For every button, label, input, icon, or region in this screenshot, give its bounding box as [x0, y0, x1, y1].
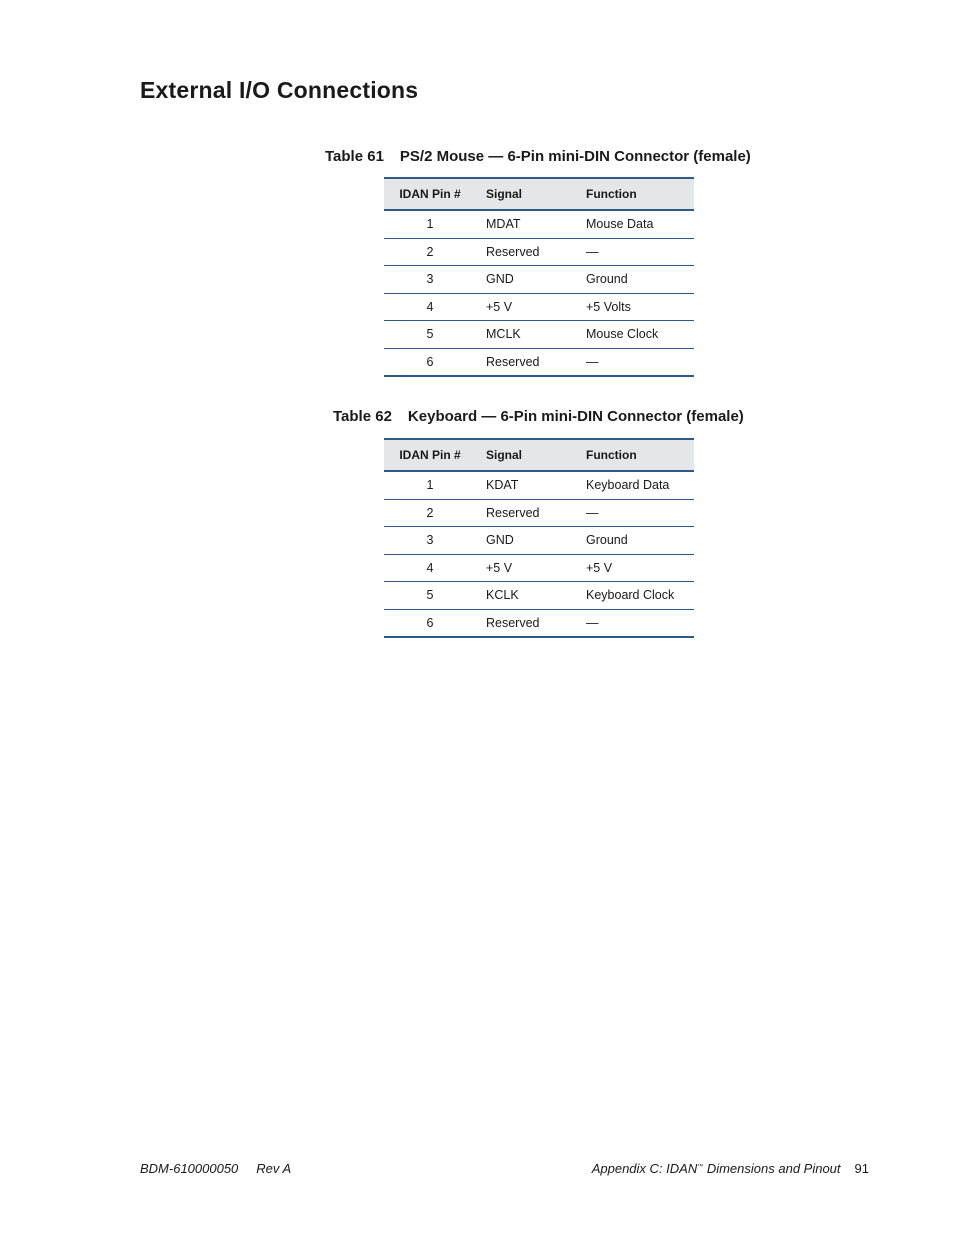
cell-signal: KCLK — [486, 588, 519, 603]
page-heading: External I/O Connections — [140, 77, 419, 103]
cell-pin: 3 — [426, 533, 434, 548]
cell-signal: MDAT — [486, 217, 521, 232]
cell-signal: GND — [486, 533, 514, 548]
table-62-caption — [333, 408, 744, 425]
table-row — [384, 211, 694, 239]
cell-function: Mouse Clock — [586, 327, 659, 342]
cell-function: Keyboard Clock — [586, 588, 675, 603]
cell-function: Keyboard Data — [586, 478, 670, 493]
revision: Rev A — [256, 1161, 292, 1176]
table-header-row — [384, 179, 694, 211]
table-62-number: Table 62 — [333, 408, 392, 425]
cell-function: +5 Volts — [586, 299, 631, 314]
header-function: Function — [586, 187, 637, 201]
cell-pin: 1 — [426, 478, 434, 493]
trademark-mark: ™ — [697, 1164, 704, 1170]
table-row — [384, 555, 694, 583]
cell-pin: 5 — [426, 588, 434, 603]
table-61-title: PS/2 Mouse — 6-Pin mini-DIN Connector (female) — [399, 148, 751, 165]
cell-function: Mouse Data — [586, 217, 654, 232]
table-61-number: Table 61 — [325, 148, 384, 165]
table-row — [384, 500, 694, 528]
cell-pin: 6 — [426, 615, 434, 630]
table-row — [384, 472, 694, 500]
cell-pin: 6 — [426, 354, 434, 369]
cell-pin: 4 — [426, 560, 434, 575]
header-function: Function — [586, 448, 637, 462]
cell-function: — — [586, 354, 599, 369]
cell-pin: 3 — [426, 272, 434, 287]
cell-signal: +5 V — [486, 560, 513, 575]
table-row — [384, 610, 694, 637]
cell-function: — — [586, 615, 599, 630]
table-header-row — [384, 440, 694, 472]
section-prefix: Appendix C: IDAN — [591, 1161, 698, 1176]
cell-function: — — [586, 505, 599, 520]
table-row — [384, 266, 694, 294]
header-signal: Signal — [486, 448, 523, 462]
footer-right — [592, 1161, 869, 1176]
table-row — [384, 321, 694, 349]
cell-signal: Reserved — [486, 244, 540, 259]
footer-left — [140, 1161, 291, 1176]
cell-pin: 2 — [426, 505, 434, 520]
cell-signal: Reserved — [486, 615, 540, 630]
table-row — [384, 349, 694, 376]
cell-function: +5 V — [586, 560, 613, 575]
table-62 — [384, 438, 694, 638]
cell-signal: +5 V — [486, 299, 513, 314]
table-row — [384, 239, 694, 267]
cell-signal: GND — [486, 272, 514, 287]
cell-function: Ground — [586, 272, 628, 287]
cell-signal: MCLK — [486, 327, 521, 342]
cell-pin: 2 — [426, 244, 434, 259]
table-61-caption — [325, 148, 751, 165]
table-61 — [384, 177, 694, 377]
cell-pin: 1 — [426, 217, 434, 232]
cell-function: Ground — [586, 533, 628, 548]
table-row — [384, 294, 694, 322]
table-row — [384, 527, 694, 555]
header-pin: IDAN Pin # — [399, 448, 461, 462]
cell-signal: Reserved — [486, 354, 540, 369]
cell-signal: KDAT — [486, 478, 519, 493]
cell-pin: 4 — [426, 299, 434, 314]
cell-pin: 5 — [426, 327, 434, 342]
section-suffix: Dimensions and Pinout — [703, 1161, 841, 1176]
table-row — [384, 582, 694, 610]
header-signal: Signal — [486, 187, 523, 201]
cell-function: — — [586, 244, 599, 259]
page-number: 91 — [854, 1161, 869, 1176]
header-pin: IDAN Pin # — [399, 187, 461, 201]
table-62-title: Keyboard — 6-Pin mini-DIN Connector (female) — [407, 408, 744, 425]
cell-signal: Reserved — [486, 505, 540, 520]
doc-id: BDM-610000050 — [140, 1161, 239, 1176]
